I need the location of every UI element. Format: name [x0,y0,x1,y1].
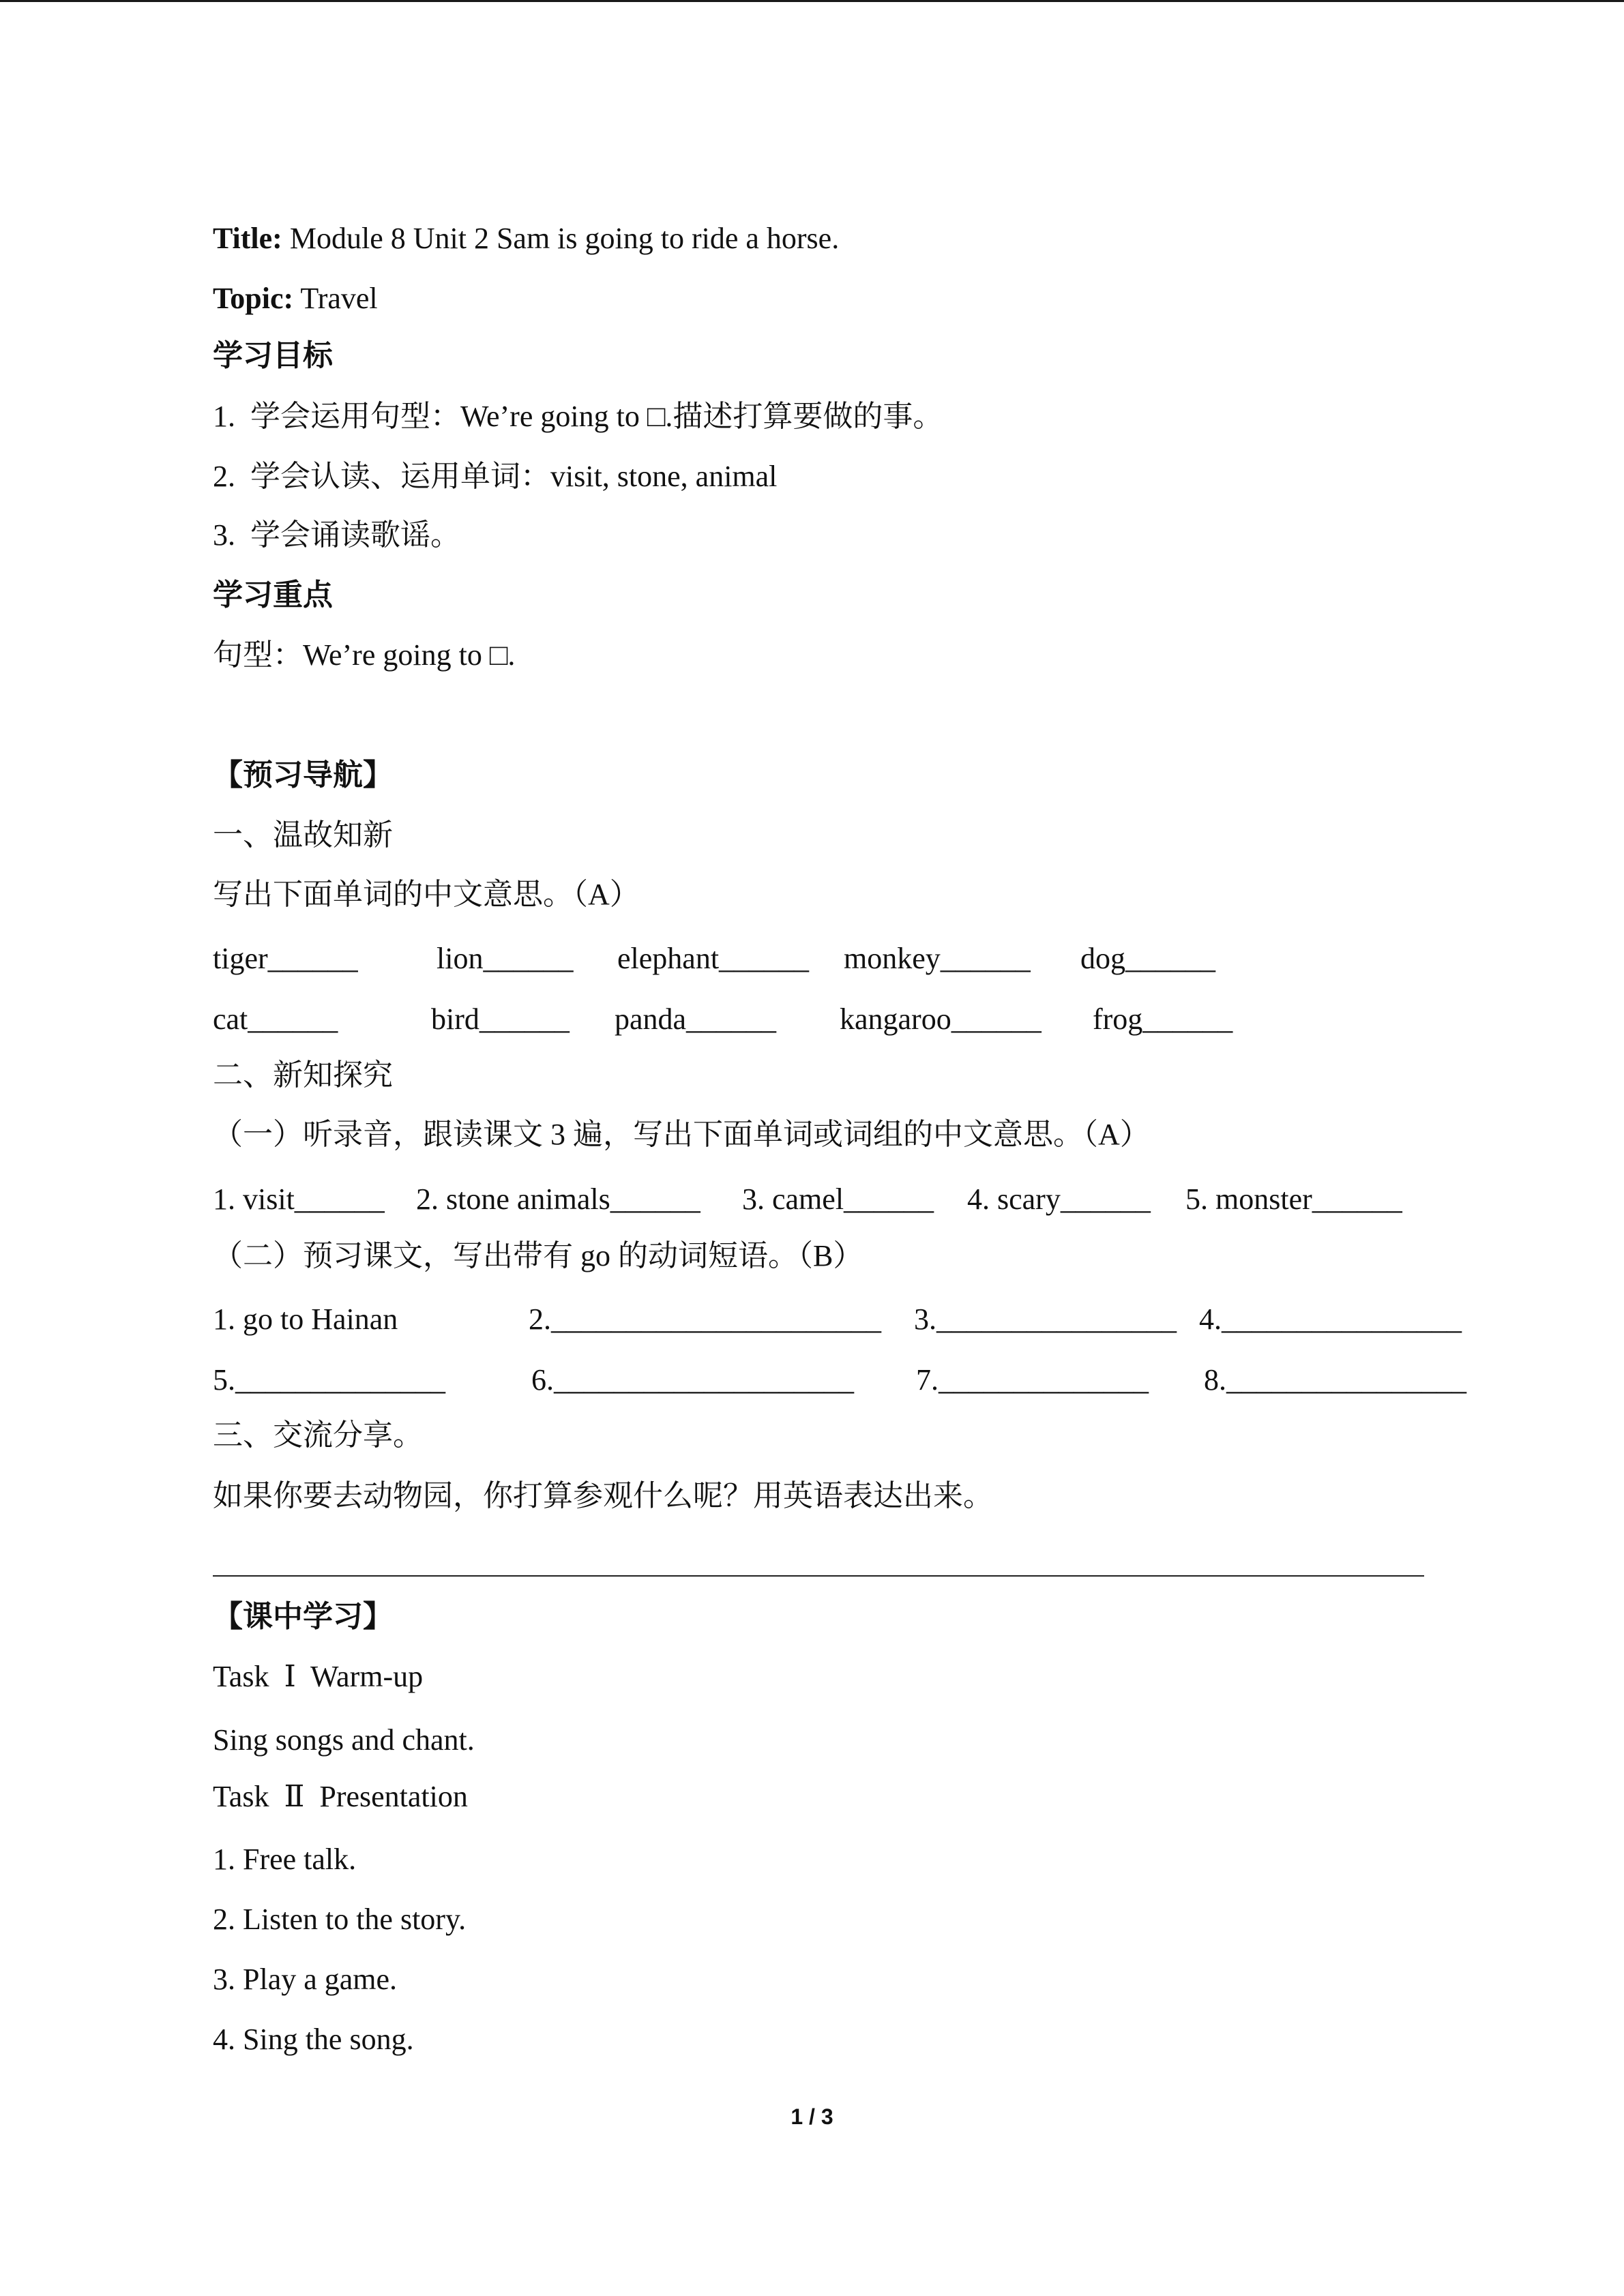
task2-item: 2. Listen to the story. [213,1903,467,1936]
phrase-item: 4.________________ [1199,1302,1462,1336]
share-heading: 三、交流分享。 [213,1418,423,1452]
new-word-item: 5. monster______ [1185,1182,1402,1216]
task2-heading: Task Ⅱ Presentation [213,1780,468,1813]
vocab-item: cat______ [213,1002,338,1036]
vocab-item: tiger______ [213,942,358,975]
vocab-item: elephant______ [617,942,810,975]
share-instruction: 如果你要去动物园，你打算参观什么呢？用英语表达出来。 [213,1479,993,1512]
vocab-item: panda______ [615,1002,777,1036]
objective-item: 3. 学会诵读歌谣。 [213,518,460,552]
phrase-item: 7.______________ [916,1363,1149,1397]
objectives-heading: 学习目标 [213,339,333,372]
task2-item: 3. Play a game. [213,1963,398,1996]
vocab-item: monkey______ [844,942,1031,975]
new-word-item: 1. visit______ [213,1182,385,1216]
topic-value: Travel [293,282,378,315]
task1-text: Sing songs and chant. [213,1723,475,1757]
explore-instruction-2: （二）预习课文，写出带有 go 的动词短语。（B） [213,1239,863,1272]
preview-heading: 【预习导航】 [213,758,393,792]
task2-item: 4. Sing the song. [213,2023,414,2056]
phrase-item: 1. go to Hainan [213,1302,398,1336]
in-class-heading: 【课中学习】 [213,1600,393,1633]
phrase-item: 6.____________________ [531,1363,854,1397]
explore-instruction-1: （一）听录音，跟读课文 3 遍，写出下面单词或词组的中文意思。（A） [213,1118,1150,1151]
phrase-item: 2.______________________ [529,1302,881,1336]
title-value: Module 8 Unit 2 Sam is going to ride a horse. [282,222,840,255]
review-heading: 一、温故知新 [213,818,393,852]
key-points-heading: 学习重点 [213,578,333,612]
topic-line [213,284,378,314]
key-points-text: 句型：We’re going to □. [213,638,516,672]
vocab-item: kangaroo______ [840,1002,1042,1036]
new-word-item: 2. stone animals______ [416,1182,700,1216]
topic-label: Topic: [213,282,294,315]
review-instruction: 写出下面单词的中文意思。（A） [213,878,640,911]
vocab-item: frog______ [1093,1002,1233,1036]
objective-item: 1. 学会运用句型：We’re going to □.描述打算要做的事。 [213,400,943,433]
title-line [213,224,839,254]
objective-item: 2. 学会认读、运用单词：visit, stone, animal [213,460,778,493]
phrase-item: 5.______________ [213,1363,445,1397]
title-label: Title: [213,222,282,255]
task1-heading: Task Ⅰ Warm-up [213,1660,424,1693]
page-number: 1 / 3 [791,2104,833,2129]
answer-line [213,1575,1424,1577]
task2-item: 1. Free talk. [213,1843,357,1876]
vocab-item: bird______ [431,1002,570,1036]
explore-heading: 二、新知探究 [213,1058,393,1092]
vocab-item: lion______ [437,942,574,975]
phrase-item: 8.________________ [1204,1363,1466,1397]
new-word-item: 4. scary______ [967,1182,1151,1216]
new-word-item: 3. camel______ [742,1182,934,1216]
phrase-item: 3.________________ [914,1302,1177,1336]
vocab-item: dog______ [1080,942,1215,975]
